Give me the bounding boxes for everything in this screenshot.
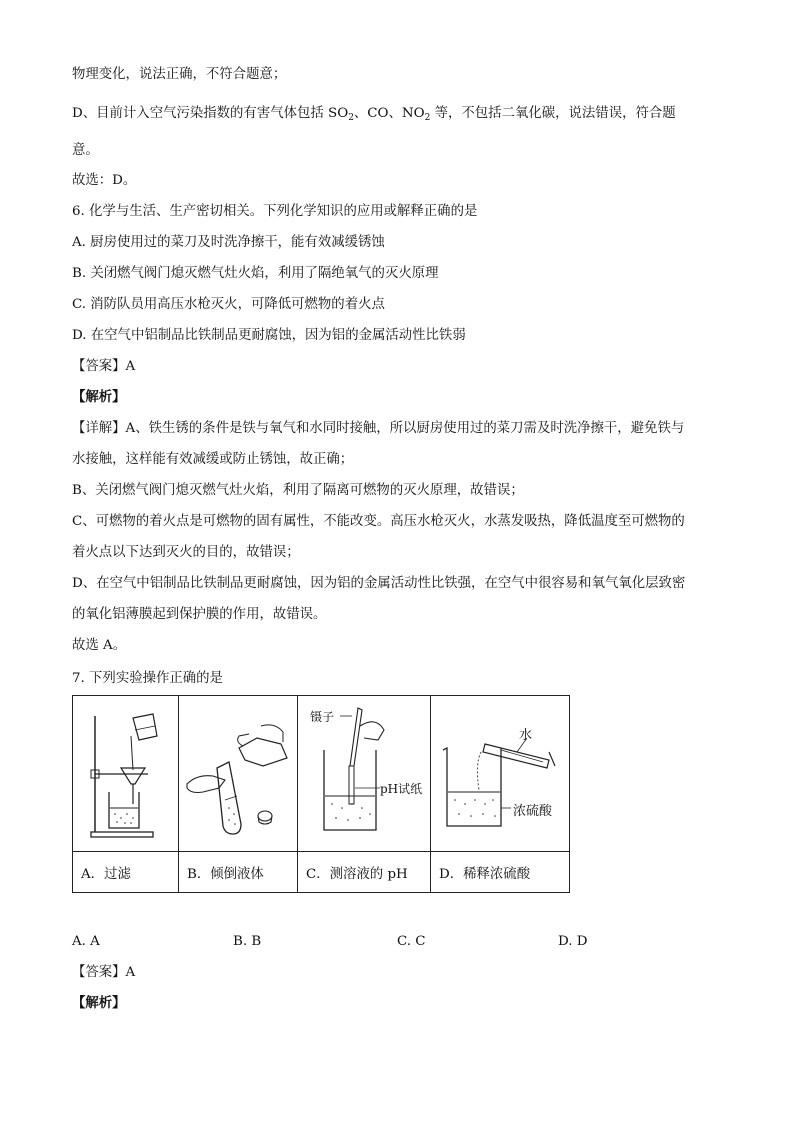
- subscript: 2: [424, 113, 431, 123]
- answer-7: 【答案】A: [72, 965, 136, 980]
- experiment-figure-table: [72, 695, 570, 893]
- option-6d: D. 在空气中铝制品比铁制品更耐腐蚀，因为铝的金属活动性比铁弱: [72, 328, 466, 343]
- subscript: 2: [348, 113, 354, 123]
- caption-b: B．倾倒液体: [179, 852, 298, 893]
- acid-label: 浓硫酸: [513, 804, 553, 819]
- caption-d: D．稀释浓硫酸: [431, 852, 570, 893]
- dilution-diagram: [431, 696, 570, 852]
- explanation-line: 水接触，这样能有效减缓或防止锈蚀，故正确；: [72, 452, 354, 467]
- ph-test-diagram: [298, 696, 431, 852]
- filtration-diagram: [73, 696, 179, 852]
- text-line: [72, 105, 676, 127]
- explanation-line: C、可燃物的着火点是可燃物的固有属性，不能改变。高压水枪灭火，水蒸发吸热，降低温度至可燃物的: [72, 514, 685, 529]
- option-7b: B. B: [233, 934, 262, 949]
- answer-6: 【答案】A: [72, 359, 136, 374]
- text-seg: D、目前计入空气污染指数的有害气体包括 SO: [72, 106, 349, 121]
- explanation-line: 着火点以下达到灭火的目的，故错误；: [72, 545, 300, 560]
- pouring-icon: [179, 696, 297, 847]
- text-line: 故选：D。: [72, 173, 137, 188]
- tweezers-label: 镊子: [310, 710, 335, 724]
- option-6c: C. 消防队员用高压水枪灭火，可降低可燃物的着火点: [72, 297, 385, 312]
- option-7c: C. C: [397, 934, 426, 949]
- question-7: 7. 下列实验操作正确的是: [72, 671, 223, 686]
- analysis-heading-6: 【解析】: [72, 390, 126, 405]
- caption-c: C．测溶液的 pH: [298, 852, 431, 893]
- dilution-icon: [431, 696, 569, 847]
- explanation-line: 【详解】A、铁生锈的条件是铁与氧气和水同时接触，所以厨房使用过的菜刀需及时洗净擦干，避免铁与: [72, 421, 685, 436]
- analysis-heading-7: 【解析】: [72, 996, 126, 1011]
- text-line: 物理变化，说法正确，不符合题意；: [72, 67, 287, 82]
- option-6a: A. 厨房使用过的菜刀及时洗净擦干，能有效减缓锈蚀: [72, 235, 385, 250]
- explanation-line: D、在空气中铝制品比铁制品更耐腐蚀，因为铝的金属活动性比铁强，在空气中很容易和氧气氧化层致密: [72, 576, 686, 591]
- caption-a: A．过滤: [73, 852, 179, 893]
- question-6: 6. 化学与生活、生产密切相关。下列化学知识的应用或解释正确的是: [72, 204, 478, 219]
- option-7a: A. A: [72, 934, 100, 949]
- text-seg: 等，不包括二氧化碳，说法错误，符合题: [430, 106, 676, 121]
- ph-paper-label: pH试纸: [380, 782, 423, 796]
- text-line: 意。: [72, 143, 99, 158]
- explanation-line: 的氧化铝薄膜起到保护膜的作用，故错误。: [72, 607, 327, 622]
- filtration-icon: [73, 696, 178, 847]
- option-7d: D. D: [558, 934, 588, 949]
- explanation-line: B、关闭燃气阀门熄灭燃气灶火焰，利用了隔离可燃物的灭火原理，故错误；: [72, 483, 524, 498]
- water-label: 水: [519, 728, 533, 743]
- pouring-diagram: [179, 696, 298, 852]
- explanation-line: 故选 A。: [72, 638, 127, 653]
- option-6b: B. 关闭燃气阀门熄灭燃气灶火焰，利用了隔绝氧气的灭火原理: [72, 266, 439, 281]
- text-seg: 、CO、NO: [353, 106, 425, 121]
